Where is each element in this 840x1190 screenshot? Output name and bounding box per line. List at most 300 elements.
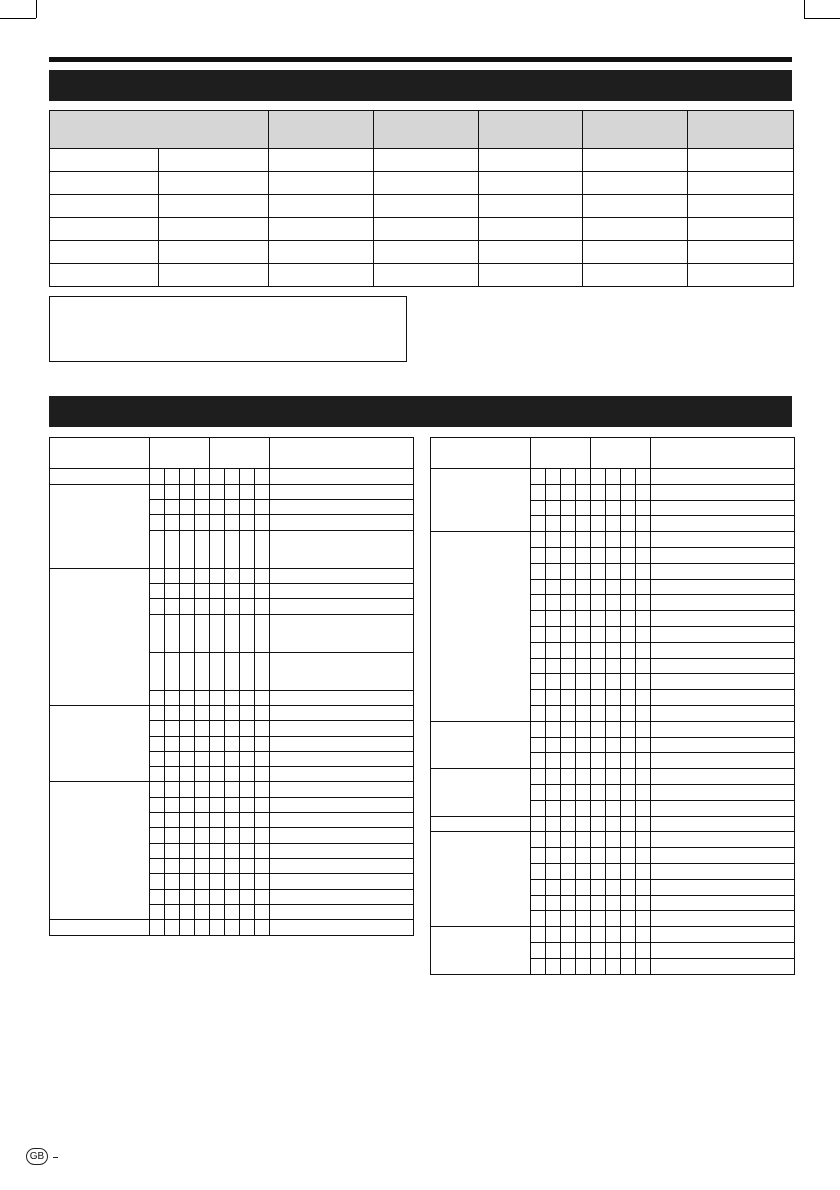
compat-mark-cell [591,737,606,753]
compat-mark-cell [150,500,165,515]
compat-mark-cell [165,515,180,530]
compat-mark-cell [546,816,561,832]
compat-mark-cell [546,674,561,690]
compat-note-cell [270,874,414,889]
compat-mark-cell [165,920,180,936]
compat-mark-cell [591,642,606,658]
compat-mark-cell [591,563,606,579]
compat-mark-cell [165,584,180,599]
table-cell [583,172,688,195]
compat-mark-cell [606,800,621,816]
compat-group-cell [431,816,531,832]
compat-mark-cell [240,767,255,782]
table-cell [269,149,374,172]
compat-mark-cell [561,484,576,500]
compat-mark-cell [561,911,576,927]
compat-header-cell [591,438,651,469]
compat-mark-cell [210,904,225,919]
table-cell [583,195,688,218]
compat-mark-cell [546,705,561,721]
table-cell [583,264,688,287]
compat-mark-cell [210,858,225,873]
compat-mark-cell [531,516,546,532]
compat-mark-cell [150,721,165,736]
compat-mark-cell [210,599,225,614]
compat-mark-cell [591,611,606,627]
compat-mark-cell [180,721,195,736]
compat-mark-cell [225,797,240,812]
compat-mark-cell [636,737,651,753]
compat-mark-cell [225,568,240,583]
compat-note-cell [651,484,795,500]
compat-mark-cell [561,532,576,548]
compat-mark-cell [150,614,165,652]
compat-mark-cell [240,889,255,904]
compat-mark-cell [606,547,621,563]
compat-mark-cell [210,751,225,766]
compat-mark-cell [195,828,210,843]
compat-mark-cell [576,516,591,532]
compat-mark-cell [546,690,561,706]
compat-row [431,832,795,848]
compat-mark-cell [531,690,546,706]
compat-mark-cell [180,469,195,485]
compat-mark-cell [576,927,591,943]
compat-mark-cell [240,614,255,652]
header-cell [269,111,374,149]
compat-mark-cell [195,843,210,858]
compat-note-cell [651,816,795,832]
compat-mark-cell [531,911,546,927]
table-cell [159,172,269,195]
compat-mark-cell [546,753,561,769]
compat-mark-cell [531,674,546,690]
table-cell [50,172,159,195]
compat-mark-cell [150,843,165,858]
compat-mark-cell [621,816,636,832]
region-badge: GB [26,1148,48,1165]
compat-header-row [431,438,795,469]
compat-note-cell [651,705,795,721]
compat-note-cell [651,579,795,595]
compat-mark-cell [636,674,651,690]
compat-mark-cell [225,782,240,797]
compat-mark-cell [561,547,576,563]
table-cell [269,172,374,195]
compat-mark-cell [180,705,195,720]
compat-mark-cell [561,879,576,895]
compat-mark-cell [606,911,621,927]
compat-mark-cell [150,920,165,936]
compat-mark-cell [576,958,591,974]
compat-mark-cell [636,705,651,721]
compat-mark-cell [255,736,270,751]
note-box [49,296,407,362]
compat-mark-cell [606,532,621,548]
crop-mark-top-left [0,18,36,19]
compat-mark-cell [591,674,606,690]
compat-mark-cell [591,958,606,974]
compat-mark-cell [180,767,195,782]
compat-mark-cell [606,943,621,959]
compat-mark-cell [561,864,576,880]
compat-mark-cell [636,469,651,485]
compat-mark-cell [180,751,195,766]
compat-mark-cell [636,595,651,611]
compat-mark-cell [561,674,576,690]
header-cell [50,111,269,149]
compat-mark-cell [531,784,546,800]
compat-row [50,484,414,499]
compat-mark-cell [621,469,636,485]
table-cell [269,195,374,218]
compat-mark-cell [225,843,240,858]
compat-row [50,705,414,720]
compat-note-cell [270,843,414,858]
compat-mark-cell [150,484,165,499]
compat-row [50,469,414,485]
compat-mark-cell [591,864,606,880]
resolution-table-row [50,172,794,195]
compat-mark-cell [591,784,606,800]
compat-mark-cell [576,848,591,864]
compat-mark-cell [606,879,621,895]
compat-mark-cell [606,784,621,800]
compat-mark-cell [621,737,636,753]
table-cell [269,264,374,287]
compat-mark-cell [606,864,621,880]
compat-mark-cell [255,614,270,652]
compat-note-cell [270,904,414,919]
compat-mark-cell [621,674,636,690]
compat-mark-cell [621,532,636,548]
compat-mark-cell [576,879,591,895]
compat-header-cell [50,438,150,469]
compat-mark-cell [546,864,561,880]
compat-mark-cell [165,797,180,812]
compat-mark-cell [606,927,621,943]
compat-mark-cell [606,690,621,706]
compat-mark-cell [576,800,591,816]
compat-mark-cell [150,889,165,904]
compat-mark-cell [576,547,591,563]
compat-note-cell [270,920,414,936]
compat-row [50,782,414,797]
compat-mark-cell [591,658,606,674]
table-cell [688,172,794,195]
compat-mark-cell [621,611,636,627]
compat-mark-cell [636,611,651,627]
compat-mark-cell [546,484,561,500]
compat-mark-cell [165,828,180,843]
compat-mark-cell [636,500,651,516]
compat-mark-cell [165,843,180,858]
compat-mark-cell [621,563,636,579]
compat-mark-cell [255,797,270,812]
compat-mark-cell [180,874,195,889]
compat-mark-cell [576,500,591,516]
table-cell [50,241,159,264]
compat-mark-cell [225,530,240,568]
compat-mark-cell [210,843,225,858]
compat-mark-cell [636,547,651,563]
compat-mark-cell [195,920,210,936]
compat-mark-cell [165,904,180,919]
table-cell [269,241,374,264]
compat-mark-cell [561,469,576,485]
compat-mark-cell [180,797,195,812]
compat-mark-cell [636,943,651,959]
compat-note-cell [270,584,414,599]
compat-mark-cell [576,864,591,880]
compat-note-cell [270,515,414,530]
compat-note-cell [270,797,414,812]
compat-mark-cell [591,816,606,832]
compat-mark-cell [531,626,546,642]
compat-mark-cell [195,813,210,828]
compat-mark-cell [546,532,561,548]
compat-note-cell [651,943,795,959]
compat-mark-cell [591,516,606,532]
compat-mark-cell [150,904,165,919]
compat-mark-cell [621,690,636,706]
compat-mark-cell [591,469,606,485]
compat-group-cell [431,769,531,816]
compat-mark-cell [150,828,165,843]
compat-mark-cell [240,515,255,530]
compat-mark-cell [180,584,195,599]
compat-mark-cell [180,858,195,873]
compat-mark-cell [621,911,636,927]
compat-mark-cell [531,958,546,974]
compat-note-cell [270,721,414,736]
table-cell [159,218,269,241]
compat-mark-cell [240,652,255,690]
compat-mark-cell [180,920,195,936]
compat-mark-cell [255,782,270,797]
compat-mark-cell [531,895,546,911]
compat-mark-cell [636,769,651,785]
compat-mark-cell [546,927,561,943]
compat-mark-cell [195,515,210,530]
compat-mark-cell [531,816,546,832]
compat-mark-cell [621,927,636,943]
compat-note-cell [651,532,795,548]
compat-mark-cell [636,579,651,595]
header-cell [374,111,479,149]
compat-mark-cell [621,658,636,674]
compat-mark-cell [180,690,195,705]
compat-mark-cell [225,500,240,515]
compat-mark-cell [255,599,270,614]
compat-note-cell [651,642,795,658]
compat-mark-cell [150,705,165,720]
compat-note-cell [270,767,414,782]
compat-mark-cell [531,848,546,864]
table-cell [479,195,583,218]
compat-mark-cell [195,690,210,705]
table-cell [374,264,479,287]
compat-mark-cell [165,705,180,720]
table-cell [583,218,688,241]
compat-mark-cell [561,690,576,706]
compat-mark-cell [636,626,651,642]
compat-mark-cell [546,658,561,674]
compat-note-cell [270,828,414,843]
compat-mark-cell [546,579,561,595]
compat-mark-cell [561,611,576,627]
compat-mark-cell [210,736,225,751]
table-cell [374,172,479,195]
compat-mark-cell [531,563,546,579]
compat-mark-cell [165,874,180,889]
compat-mark-cell [150,515,165,530]
compat-mark-cell [606,753,621,769]
compat-mark-cell [165,652,180,690]
compat-mark-cell [240,782,255,797]
table-cell [159,195,269,218]
header-cell [688,111,794,149]
table-cell [688,241,794,264]
compat-mark-cell [606,658,621,674]
compat-mark-cell [576,532,591,548]
compat-mark-cell [225,721,240,736]
compat-mark-cell [210,568,225,583]
compat-mark-cell [576,753,591,769]
compat-mark-cell [561,658,576,674]
compat-mark-cell [591,927,606,943]
compat-mark-cell [561,705,576,721]
crop-mark-top-right [804,18,840,19]
compat-note-cell [651,563,795,579]
compat-note-cell [651,864,795,880]
compat-mark-cell [561,769,576,785]
compat-mark-cell [210,797,225,812]
compat-mark-cell [591,500,606,516]
compat-mark-cell [225,904,240,919]
compat-mark-cell [225,515,240,530]
compat-mark-cell [546,547,561,563]
compat-mark-cell [165,782,180,797]
compat-mark-cell [561,832,576,848]
compat-mark-cell [606,516,621,532]
compat-mark-cell [150,874,165,889]
compat-mark-cell [636,848,651,864]
compat-mark-cell [546,784,561,800]
compat-mark-cell [210,813,225,828]
compat-mark-cell [150,568,165,583]
compat-mark-cell [636,879,651,895]
compat-mark-cell [531,579,546,595]
compat-mark-cell [606,469,621,485]
resolution-table-row [50,218,794,241]
compat-mark-cell [210,874,225,889]
table-cell [374,195,479,218]
compat-mark-cell [621,705,636,721]
compat-mark-cell [561,737,576,753]
compat-mark-cell [531,705,546,721]
compat-mark-cell [636,721,651,737]
compat-mark-cell [225,469,240,485]
crop-mark-top-right-v [804,0,805,18]
compat-note-cell [651,800,795,816]
compat-mark-cell [150,652,165,690]
compat-mark-cell [591,626,606,642]
compat-note-cell [270,751,414,766]
compat-mark-cell [561,642,576,658]
compat-mark-cell [561,895,576,911]
compat-mark-cell [576,642,591,658]
compat-group-cell [50,782,150,920]
table-cell [583,149,688,172]
compat-note-cell [651,769,795,785]
table-cell [479,172,583,195]
compat-mark-cell [561,800,576,816]
compat-note-cell [651,595,795,611]
compat-mark-cell [210,690,225,705]
compat-mark-cell [546,721,561,737]
compat-note-cell [270,599,414,614]
compat-mark-cell [240,813,255,828]
compat-header-cell [270,438,414,469]
compat-mark-cell [531,500,546,516]
compat-mark-cell [606,769,621,785]
compat-mark-cell [240,705,255,720]
compatibility-table-left [49,437,414,936]
compat-note-cell [651,674,795,690]
compat-mark-cell [561,626,576,642]
compat-mark-cell [210,705,225,720]
compat-mark-cell [255,751,270,766]
compat-mark-cell [255,705,270,720]
compat-mark-cell [546,879,561,895]
compat-mark-cell [636,484,651,500]
table-cell [50,218,159,241]
compat-mark-cell [225,920,240,936]
compat-mark-cell [180,782,195,797]
compat-mark-cell [165,599,180,614]
compat-mark-cell [531,943,546,959]
compat-mark-cell [531,721,546,737]
resolution-table-row [50,149,794,172]
compat-group-cell [431,927,531,974]
table-cell [50,195,159,218]
compat-mark-cell [546,626,561,642]
compat-mark-cell [576,563,591,579]
compat-note-cell [270,736,414,751]
compat-note-cell [651,721,795,737]
compat-note-cell [651,658,795,674]
compat-mark-cell [591,769,606,785]
compat-note-cell [651,784,795,800]
compat-row [50,568,414,583]
compat-note-cell [651,879,795,895]
compat-mark-cell [225,858,240,873]
compat-mark-cell [255,469,270,485]
compat-mark-cell [546,737,561,753]
compat-mark-cell [591,879,606,895]
table-cell [688,149,794,172]
compat-mark-cell [180,904,195,919]
compat-mark-cell [195,652,210,690]
compat-note-cell [270,858,414,873]
compat-mark-cell [591,547,606,563]
compat-mark-cell [195,782,210,797]
compat-mark-cell [636,816,651,832]
compat-mark-cell [210,652,225,690]
compat-note-cell [270,500,414,515]
compat-mark-cell [225,889,240,904]
